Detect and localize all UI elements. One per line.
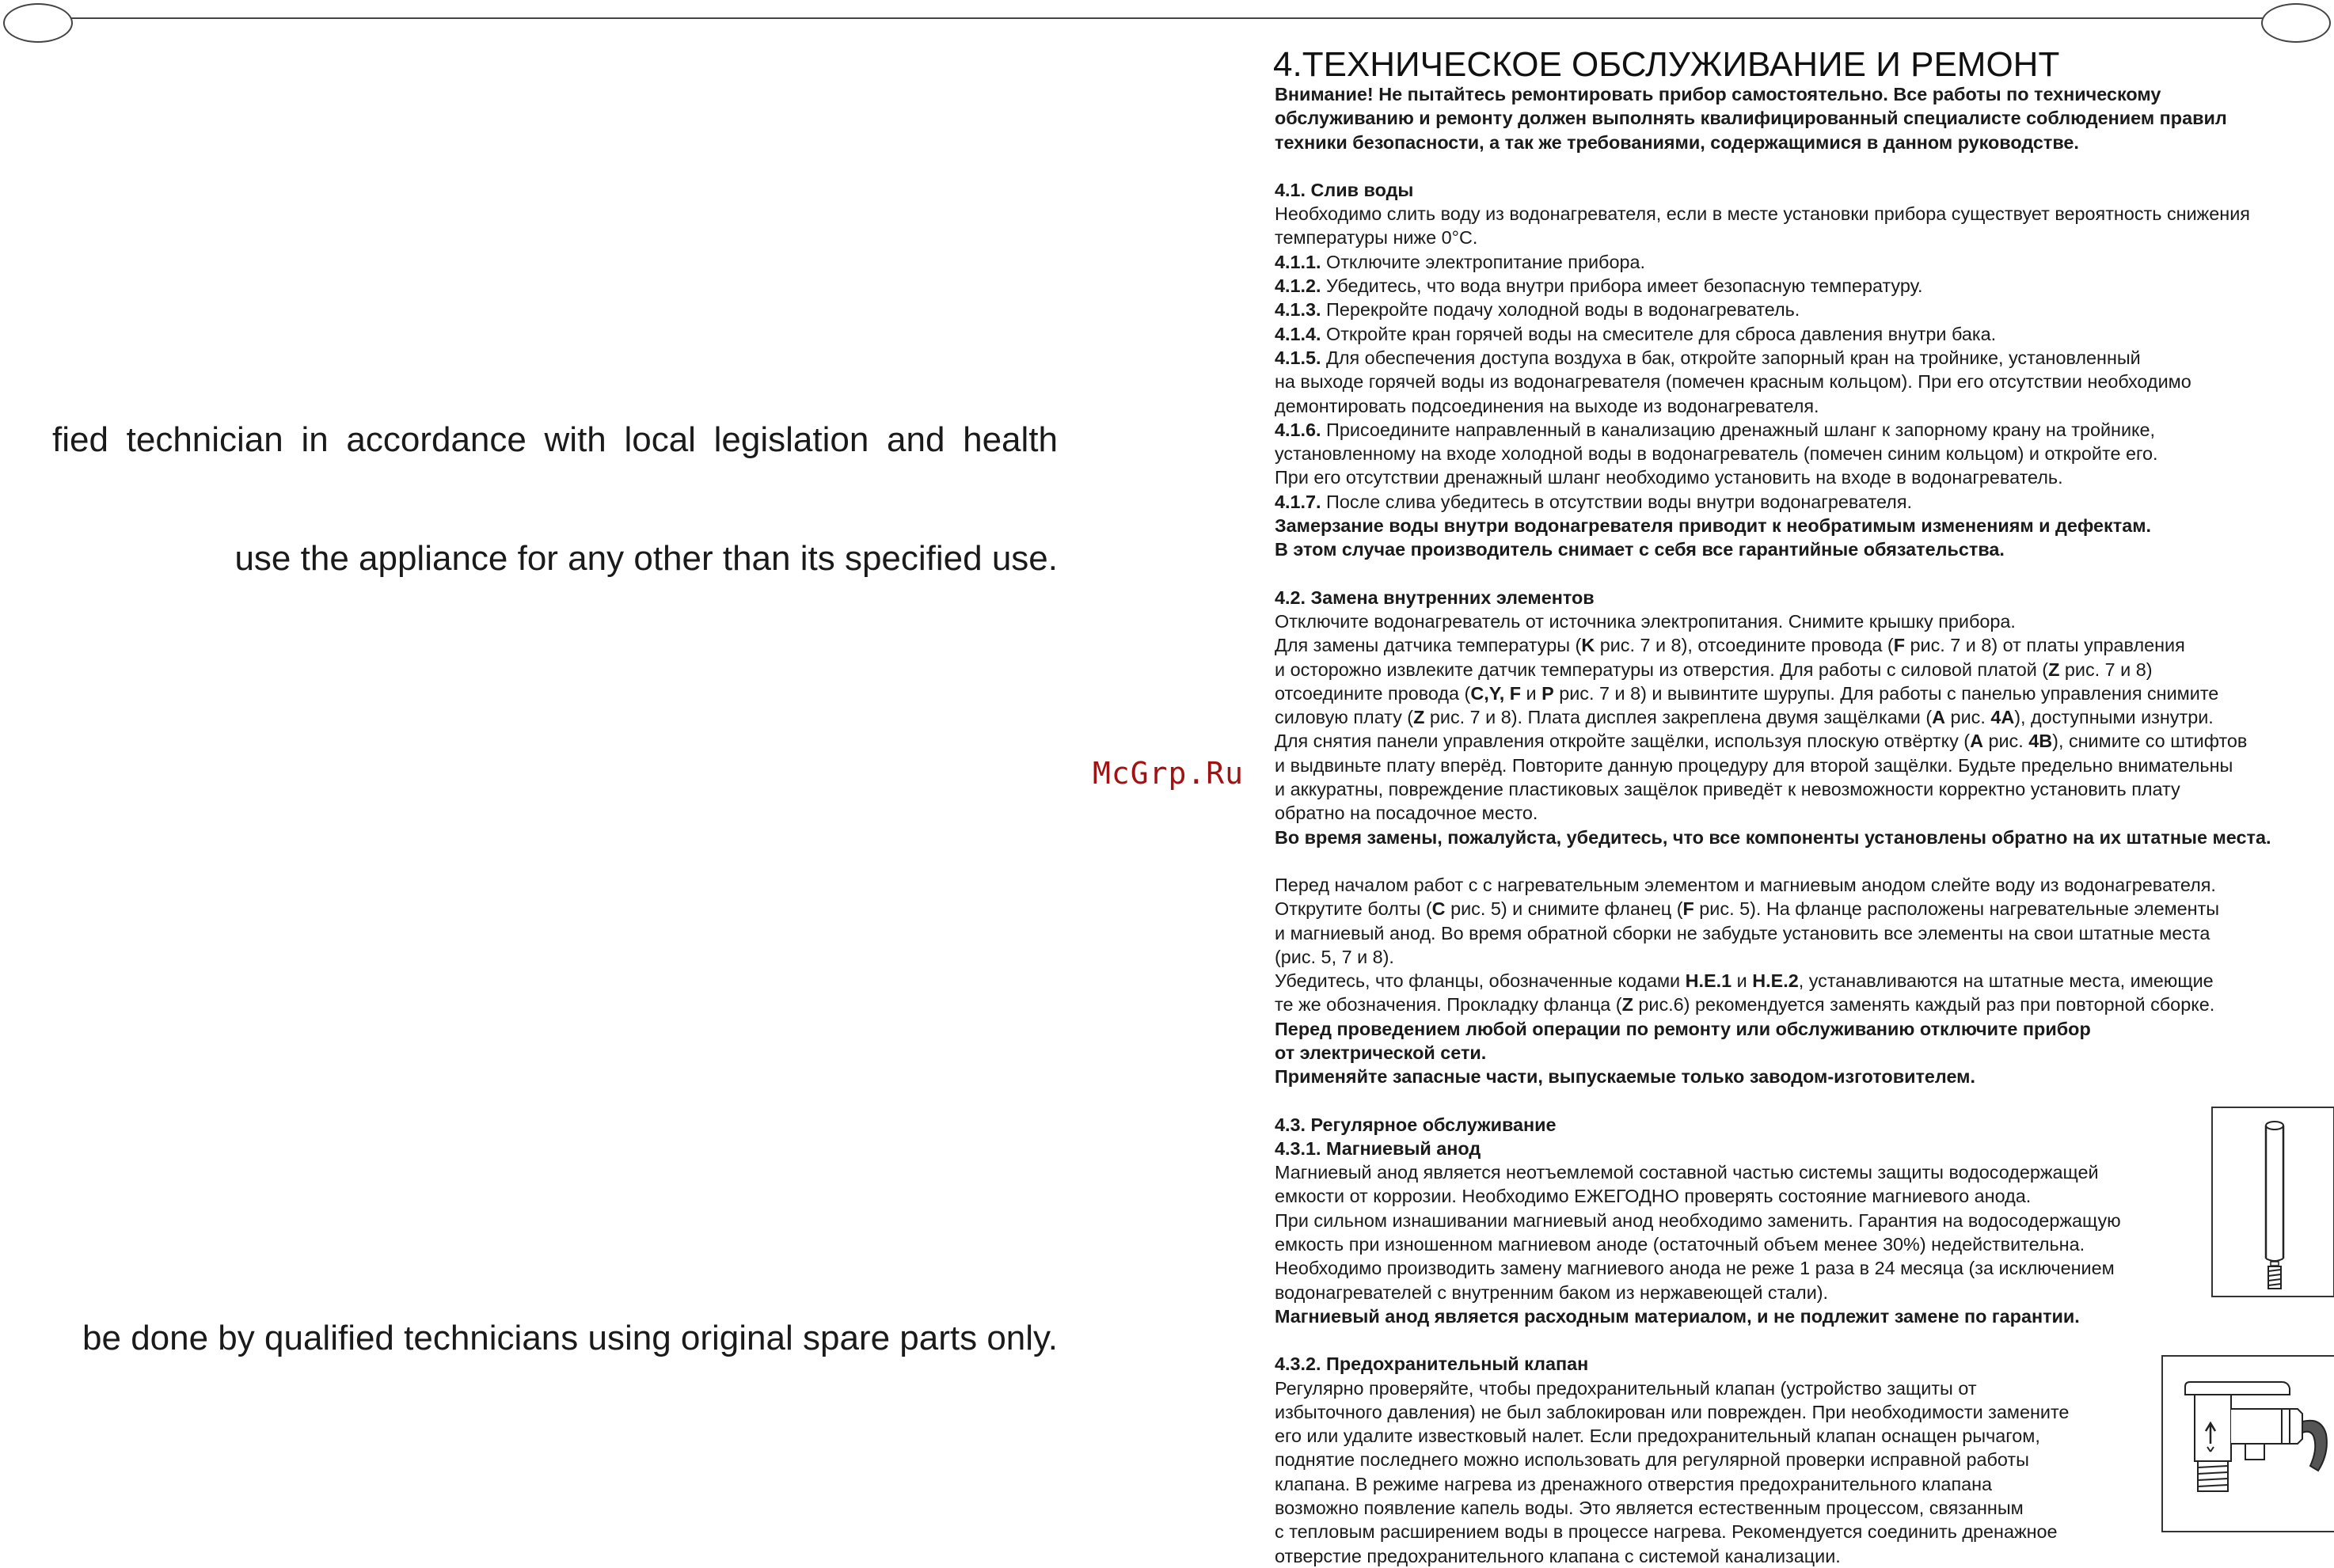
text-line bbox=[1275, 969, 2334, 993]
bold-run: C,Y, F bbox=[1470, 682, 1522, 704]
text-run: и осторожно извлеките датчик температуры из отверстия. Для работы с силовой платой ( bbox=[1275, 659, 2049, 680]
text-run: установленному на входе холодной воды в водонагреватель (помечен синим кольцом) и откройте его. bbox=[1275, 443, 2158, 465]
left-page-line-2: use the appliance for any other than its specified use. bbox=[234, 539, 1058, 578]
text-line bbox=[1275, 921, 2334, 945]
text-line bbox=[1275, 1544, 2334, 1568]
bold-run: В этом случае производитель снимает с себя все гарантийные обязательства. bbox=[1275, 539, 2005, 560]
text-line bbox=[1275, 1017, 2334, 1041]
text-line bbox=[1275, 873, 2334, 897]
paragraph-gap bbox=[1275, 849, 2334, 873]
text-line bbox=[1275, 1232, 2334, 1256]
maintenance-text-column bbox=[1275, 82, 2334, 1568]
bold-run: H.E.2 bbox=[1752, 970, 1799, 992]
text-line bbox=[1275, 394, 2334, 418]
text-run: После слива убедитесь в отсутствии воды внутри водонагревателя. bbox=[1321, 491, 1912, 512]
text-line bbox=[1275, 1281, 2334, 1304]
paragraph-gap bbox=[1275, 1089, 2334, 1113]
text-run: рис. 5). На фланце расположены нагревательные элементы bbox=[1693, 898, 2220, 920]
bold-run: Применяйте запасные части, выпускаемые только заводом-изготовителем. bbox=[1275, 1066, 1975, 1088]
text-line bbox=[1275, 801, 2334, 825]
text-run: Присоедините направленный в канализацию дренажный шланг к запорному крану на тройнике, bbox=[1321, 419, 2156, 440]
safety-valve-drawing bbox=[2163, 1357, 2334, 1531]
text-line bbox=[1275, 729, 2334, 753]
text-line bbox=[1275, 418, 2334, 442]
bold-run: 4.1.7. bbox=[1275, 491, 1321, 512]
bold-run: 4.3. Регулярное обслуживание bbox=[1275, 1114, 1557, 1135]
text-line bbox=[1275, 681, 2334, 705]
text-run: поднятие последнего можно использовать для регулярной проверки исправной работы bbox=[1275, 1449, 2029, 1471]
text-line bbox=[1275, 82, 2334, 106]
text-run: емкость при изношенном магниевом аноде (остаточный объем менее 30%) недействительна. bbox=[1275, 1234, 2085, 1255]
text-line bbox=[1275, 322, 2334, 346]
text-line bbox=[1275, 1209, 2334, 1232]
text-line bbox=[1275, 705, 2334, 729]
left-page-line-3: be done by qualified technicians using original spare parts only. bbox=[82, 1319, 1058, 1357]
text-run: возможно появление капель воды. Это является естественным процессом, связанным bbox=[1275, 1498, 2024, 1519]
bold-run: 4.1. Слив воды bbox=[1275, 179, 1414, 200]
text-run: , устанавливаются на штатные места, имеющие bbox=[1798, 970, 2214, 992]
text-line bbox=[1275, 1304, 2334, 1328]
text-run: Убедитесь, что фланцы, обозначенные кодами bbox=[1275, 970, 1686, 992]
page-top-rule bbox=[71, 17, 2264, 19]
paragraph-gap bbox=[1275, 154, 2334, 178]
text-run: Магниевый анод является неотъемлемой составной частью системы защиты водосодержащей bbox=[1275, 1162, 2099, 1183]
text-run: и магниевый анод. Во время обратной сборки не забудьте установить все элементы на свои штатные места bbox=[1275, 922, 2210, 943]
safety-valve-figure bbox=[2161, 1355, 2334, 1532]
bold-run: от электрической сети. bbox=[1275, 1042, 1487, 1063]
text-run: рис. 5) и снимите фланец ( bbox=[1445, 898, 1683, 920]
text-run: и bbox=[1731, 970, 1753, 992]
bold-run: Внимание! Не пытайтесь ремонтировать прибор самостоятельно. Все работы по техническому bbox=[1275, 84, 2161, 104]
text-run: водонагревателей с внутренним баком из нержавеющей стали). bbox=[1275, 1281, 1829, 1303]
text-line bbox=[1275, 178, 2334, 202]
text-run: (рис. 5, 7 и 8). bbox=[1275, 946, 1394, 967]
text-line bbox=[1275, 993, 2334, 1016]
paragraph-gap bbox=[1275, 1328, 2334, 1352]
text-line bbox=[1275, 226, 2334, 249]
magnesium-anode-figure bbox=[2211, 1107, 2334, 1297]
text-run: При сильном изнашивании магниевый анод необходимо заменить. Гарантия на водосодержащую bbox=[1275, 1209, 2121, 1231]
bold-run: Магниевый анод является расходным материалом, и не подлежит замене по гарантии. bbox=[1275, 1305, 2080, 1327]
text-line bbox=[1275, 658, 2334, 681]
text-line bbox=[1275, 274, 2334, 298]
bold-run: H.E.1 bbox=[1685, 970, 1732, 992]
left-binding-oval bbox=[3, 3, 73, 43]
bold-run: A bbox=[1932, 707, 1946, 728]
text-run: рис. 7 и 8) от платы управления bbox=[1905, 635, 2185, 656]
text-run: те же обозначения. Прокладку фланца ( bbox=[1275, 994, 1622, 1016]
text-line bbox=[1275, 1160, 2334, 1184]
text-line bbox=[1275, 1184, 2334, 1208]
bold-run: 4B bbox=[2028, 731, 2053, 752]
text-run: Отключите водонагреватель от источника электропитания. Снимите крышку прибора. bbox=[1275, 610, 2016, 632]
text-run: рис. bbox=[1945, 707, 1991, 728]
text-line bbox=[1275, 537, 2334, 561]
text-line bbox=[1275, 1137, 2334, 1160]
text-line bbox=[1275, 370, 2334, 393]
bold-run: 4.2. Замена внутренних элементов bbox=[1275, 587, 1595, 608]
bold-run: 4A bbox=[1990, 707, 2015, 728]
text-run: Перекройте подачу холодной воды в водонагреватель. bbox=[1321, 299, 1800, 321]
section-title: 4.ТЕХНИЧЕСКОЕ ОБСЛУЖИВАНИЕ И РЕМОНТ bbox=[1273, 45, 2060, 84]
bold-run: Z bbox=[2048, 659, 2060, 680]
text-line bbox=[1275, 609, 2334, 633]
text-run: отверстие предохранительного клапана с системой канализации. bbox=[1275, 1545, 1841, 1566]
text-line bbox=[1275, 514, 2334, 537]
text-line bbox=[1275, 1256, 2334, 1280]
text-run: Необходимо слить воду из водонагревателя, если в месте установки прибора существует вероятность снижения bbox=[1275, 203, 2250, 225]
text-run: его или удалите известковый налет. Если предохранительный клапан оснащен рычагом, bbox=[1275, 1426, 2040, 1447]
bold-run: P bbox=[1541, 682, 1554, 704]
bold-run: K bbox=[1581, 635, 1595, 656]
text-line bbox=[1275, 106, 2334, 130]
bold-run: 4.1.6. bbox=[1275, 419, 1321, 440]
bold-run: 4.3.1. Магниевый анод bbox=[1275, 1137, 1481, 1159]
text-line bbox=[1275, 131, 2334, 154]
text-run: клапана. В режиме нагрева из дренажного отверстия предохранительного клапана bbox=[1275, 1473, 1993, 1494]
bold-run: Z bbox=[1413, 707, 1425, 728]
text-run: отсоедините провода ( bbox=[1275, 682, 1471, 704]
bold-run: 4.3.2. Предохранительный клапан bbox=[1275, 1353, 1589, 1375]
paragraph-gap bbox=[1275, 562, 2334, 586]
text-run: Для замены датчика температуры ( bbox=[1275, 635, 1582, 656]
bold-run: Z bbox=[1621, 994, 1633, 1016]
text-run: Откройте кран горячей воды на смесителе для сброса давления внутри бака. bbox=[1321, 323, 1997, 344]
text-line bbox=[1275, 945, 2334, 969]
bold-run: F bbox=[1682, 898, 1694, 920]
text-run: и выдвиньте плату вперёд. Повторите данную процедуру для второй защёлки. Будьте предельно внимательны bbox=[1275, 754, 2233, 776]
left-page-line-1: fied technician in accordance with local legislation and health bbox=[52, 420, 1058, 459]
text-run: ), снимите со штифтов bbox=[2052, 731, 2248, 752]
bold-run: Замерзание воды внутри водонагревателя приводит к необратимым изменениям и дефектам. bbox=[1275, 515, 2152, 537]
text-run: Открутите болты ( bbox=[1275, 898, 1432, 920]
text-line bbox=[1275, 490, 2334, 514]
text-run: Убедитесь, что вода внутри прибора имеет безопасную температуру. bbox=[1321, 275, 1923, 297]
bold-run: A bbox=[1970, 731, 1983, 752]
text-run: Отключите электропитание прибора. bbox=[1321, 251, 1645, 272]
text-run: и аккуратны, повреждение пластиковых защёлок приведёт к невозможности корректно установить плату bbox=[1275, 779, 2180, 800]
text-run: Для обеспечения доступа воздуха в бак, откройте запорный кран на тройнике, установленный bbox=[1321, 347, 2141, 368]
text-run: демонтировать подсоединения на выходе из водонагревателя. bbox=[1275, 395, 1819, 416]
text-line bbox=[1275, 346, 2334, 370]
anode-drawing bbox=[2213, 1108, 2333, 1296]
text-run: рис. bbox=[1982, 731, 2029, 752]
text-run: на выходе горячей воды из водонагревателя (помечен красным кольцом). При его отсутствии необходимо bbox=[1275, 371, 2191, 393]
bold-run: F bbox=[1893, 635, 1905, 656]
text-run: рис. 7 и 8). Плата дисплея закреплена двумя защёлками ( bbox=[1424, 707, 1933, 728]
watermark: McGrp.Ru bbox=[1093, 756, 1245, 791]
text-line bbox=[1275, 826, 2334, 849]
bold-run: обслуживанию и ремонту должен выполнять квалифицированный специалисте соблюдением правил bbox=[1275, 108, 2227, 129]
text-run: Перед началом работ с с нагревательным элементом и магниевым анодом слейте воду из водонагревателя. bbox=[1275, 874, 2216, 895]
text-run: избыточного давления) не был заблокирован или поврежден. При необходимости замените bbox=[1275, 1401, 2070, 1422]
text-run: рис. 7 и 8) bbox=[2059, 659, 2153, 680]
text-line bbox=[1275, 202, 2334, 226]
text-line bbox=[1275, 298, 2334, 321]
text-run: силовую плату ( bbox=[1275, 707, 1414, 728]
bold-run: Во время замены, пожалуйста, убедитесь, что все компоненты установлены обратно на их штатные места. bbox=[1275, 826, 2271, 848]
text-line bbox=[1275, 1041, 2334, 1065]
bold-run: 4.1.5. bbox=[1275, 347, 1321, 368]
text-run: рис. 7 и 8), отсоедините провода ( bbox=[1595, 635, 1894, 656]
text-run: обратно на посадочное место. bbox=[1275, 803, 1538, 824]
text-run: Необходимо производить замену магниевого анода не реже 1 раза в 24 месяца (за исключением bbox=[1275, 1258, 2115, 1279]
text-line bbox=[1275, 897, 2334, 921]
text-line bbox=[1275, 754, 2334, 777]
text-line bbox=[1275, 442, 2334, 465]
bold-run: Перед проведением любой операции по ремонту или обслуживанию отключите прибор bbox=[1275, 1018, 2091, 1039]
text-run: рис.6) рекомендуется заменять каждый раз при повторной сборке. bbox=[1633, 994, 2215, 1016]
text-run: рис. 7 и 8) и вывинтите шурупы. Для работы с панелью управления снимите bbox=[1553, 682, 2219, 704]
bold-run: техники безопасности, а так же требованиями, содержащимися в данном руководстве. bbox=[1275, 131, 2079, 153]
text-line bbox=[1275, 465, 2334, 489]
text-line bbox=[1275, 633, 2334, 657]
text-run: Для снятия панели управления откройте защёлки, используя плоскую отвёртку ( bbox=[1275, 731, 1971, 752]
text-line bbox=[1275, 250, 2334, 274]
text-run: При его отсутствии дренажный шланг необходимо установить на входе в водонагреватель. bbox=[1275, 467, 2063, 488]
text-run: ), доступными изнутри. bbox=[2014, 707, 2214, 728]
text-run: емкости от коррозии. Необходимо ЕЖЕГОДНО проверять состояние магниевого анода. bbox=[1275, 1186, 2032, 1207]
text-line bbox=[1275, 1065, 2334, 1088]
text-run: и bbox=[1521, 682, 1542, 704]
bold-run: 4.1.2. bbox=[1275, 275, 1321, 297]
bold-run: 4.1.1. bbox=[1275, 251, 1321, 272]
bold-run: C bbox=[1431, 898, 1446, 920]
right-binding-oval bbox=[2261, 3, 2331, 43]
bold-run: 4.1.4. bbox=[1275, 323, 1321, 344]
text-run: Регулярно проверяйте, чтобы предохранительный клапан (устройство защиты от bbox=[1275, 1377, 1977, 1399]
text-run: с тепловым расширением воды в процессе нагрева. Рекомендуется соединить дренажное bbox=[1275, 1521, 2058, 1543]
text-line bbox=[1275, 777, 2334, 801]
text-run: температуры ниже 0°С. bbox=[1275, 227, 1478, 249]
text-line bbox=[1275, 1113, 2334, 1137]
text-line bbox=[1275, 586, 2334, 609]
bold-run: 4.1.3. bbox=[1275, 299, 1321, 321]
